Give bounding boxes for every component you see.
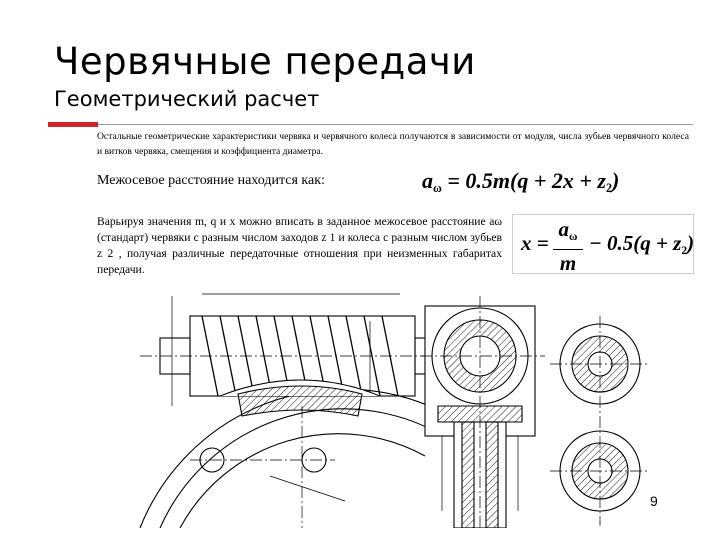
divider-line [98, 124, 693, 125]
intro-text: Остальные геометрические характеристики червяка и червячного колеса получаются в зависимости от модуля, числа зубьев червячного колеса и витков червяка, смещения и коэффициента диаметра. [97, 131, 689, 157]
page-number: 9 [650, 493, 658, 509]
shift-coefficient-formula: x = $\frac{a_\omega}{m}$ − $0.5(q + z_2)$ [512, 214, 694, 274]
variation-paragraph: Варьируя значения m, q и x можно вписать в заданное межосевое расстояние aω (стандарт) червяки с разным числом заходов z 1 и колеса с разным числом зубьев z 2 , получая различные передаточные отношения при неизменных габаритах передачи. [97, 215, 502, 276]
center-distance-text: Межосевое расстояние находится как: [97, 173, 325, 188]
center-distance-formula: $a_\omega = 0.5m(q + 2x + z_2)$ [418, 162, 630, 200]
slide-title: Червячные передачи [54, 40, 476, 83]
worm-gear-drawing [120, 286, 660, 528]
accent-rule [48, 122, 98, 127]
slide-subtitle: Геометрический расчет [54, 87, 320, 111]
